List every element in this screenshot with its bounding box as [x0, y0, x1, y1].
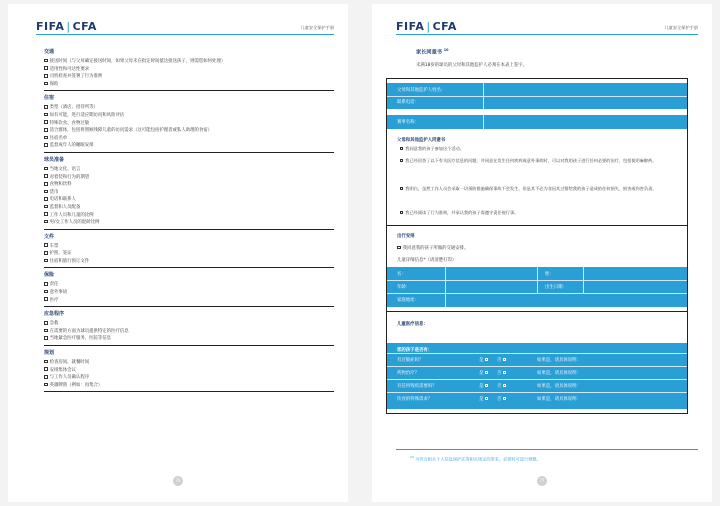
checkbox[interactable]	[44, 383, 48, 387]
section-title: 规划	[44, 350, 55, 357]
checklist-section	[44, 233, 334, 269]
checkbox[interactable]	[44, 167, 48, 171]
checklist-item: 监督和人员配备	[44, 204, 334, 212]
checklist-item: 检查房间、就餐时间	[44, 359, 334, 367]
yes-option[interactable]: 是	[479, 370, 490, 376]
checklist-section	[44, 48, 334, 91]
yes-option[interactable]: 是	[479, 396, 490, 402]
checklist-section	[44, 310, 334, 346]
has-title: 您的孩子是否有：	[397, 348, 433, 353]
checkbox[interactable]	[44, 375, 48, 379]
travel-item: 我同意我的孩子所做的交通安排。	[397, 245, 468, 251]
checkbox[interactable]	[44, 205, 48, 209]
consent-item: 我同意我的孩子参加这个活动。	[397, 145, 679, 153]
checklist-item: 如有可能，进行适应期访问和风险评估	[44, 112, 334, 120]
checkbox[interactable]	[44, 321, 48, 325]
checkbox[interactable]	[44, 360, 48, 364]
yes-option[interactable]: 是	[479, 383, 490, 389]
checkbox[interactable]	[485, 371, 489, 375]
checkbox[interactable]	[44, 243, 48, 247]
consent-form	[386, 78, 688, 414]
no-option[interactable]: 否	[497, 370, 508, 376]
fifa-cfa-logo: FIFA | CFA	[396, 20, 457, 33]
checkbox[interactable]	[44, 105, 48, 109]
checklist-item: 接送时间（与父母确定接送时间，如果父母未在指定时间抵达接送孩子，则需您如何处理）	[44, 58, 334, 66]
checklist-item: 司机检查并签署了行为准则	[44, 73, 334, 81]
medical-detail-label: 如果是，请具体说明：	[537, 358, 581, 363]
no-option[interactable]: 否	[497, 383, 508, 389]
checkbox[interactable]	[44, 128, 48, 132]
section-title: 交通	[44, 49, 55, 55]
checklist-item: 类型（酒店、招待所等）	[44, 104, 334, 112]
checkbox[interactable]	[503, 371, 507, 375]
checklist-item: 电话和联系人	[44, 196, 334, 204]
footnote: $^{10}$ 为符合相关个人信息保护法等相关规定的要求，必要时可进行调整。	[410, 455, 541, 462]
checkbox[interactable]	[485, 384, 489, 388]
checklist-item: 保险	[44, 81, 334, 89]
checkbox[interactable]	[44, 282, 48, 286]
checklist-item: 英雄牌照（例如：再集合）	[44, 382, 334, 390]
checklist-item: 适合群体，包括将照顾残障儿童的访问需求（这可能包括护理者或私人助理的食宿）	[44, 127, 334, 135]
checkbox[interactable]	[44, 251, 48, 255]
checklist-item: 急救	[44, 320, 334, 328]
section-title: 保险	[44, 272, 55, 279]
checklist-item: 住宿名单	[44, 135, 334, 143]
checkbox[interactable]	[44, 182, 48, 186]
checklist-item: 与工作人员确认程序	[44, 374, 334, 382]
section-title: 应急程序	[44, 311, 65, 318]
checkbox[interactable]	[400, 211, 404, 215]
left-page	[8, 4, 348, 502]
checkbox[interactable]	[44, 220, 48, 224]
checkbox[interactable]	[44, 136, 48, 140]
checkbox[interactable]	[44, 74, 48, 78]
checklist-item: 在需要的方面为球员提供特定的医疗信息	[44, 328, 334, 336]
section-title: 文件	[44, 233, 55, 240]
checklist-item: 监督成年人的睡眠安排	[44, 142, 334, 150]
checkbox[interactable]	[44, 197, 48, 201]
checkbox[interactable]	[44, 212, 48, 216]
checkbox[interactable]	[503, 384, 507, 388]
checkbox[interactable]	[44, 82, 48, 86]
checkbox[interactable]	[44, 66, 48, 70]
medical-detail-label: 如果是，请具体说明：	[537, 371, 581, 376]
header-rule	[396, 34, 698, 35]
medical-question: 饮食的特殊需求？	[397, 397, 433, 402]
document-title: 儿童安全保护手册	[300, 25, 334, 30]
dob-label: 出生日期：	[545, 285, 567, 290]
consent-title: 父母和其他监护人同意书	[397, 138, 446, 143]
no-option[interactable]: 否	[497, 357, 508, 363]
medical-detail-label: 如果是，请具体说明：	[537, 397, 581, 402]
form-title: 家长同意书 $^{10}$	[416, 48, 449, 56]
checklist-item: 男/女工作人员的混龄比例	[44, 219, 334, 227]
document-title: 儿童安全保护手册	[664, 25, 698, 30]
checklist-item: 安排集体会议	[44, 367, 334, 375]
checklist-item: 对着装和行为的期望	[44, 174, 334, 182]
checkbox[interactable]	[44, 336, 48, 340]
checkbox[interactable]	[44, 113, 48, 117]
checkbox[interactable]	[44, 329, 48, 333]
page-number: 77	[537, 476, 547, 486]
no-option[interactable]: 否	[497, 396, 508, 402]
checklist-item: 当地紧急医疗服务、医院等信息	[44, 335, 334, 343]
checklist-section	[44, 349, 334, 392]
checkbox[interactable]	[400, 159, 404, 163]
right-page	[372, 4, 712, 502]
age-label: 年龄：	[397, 285, 411, 290]
checkbox[interactable]	[400, 147, 404, 151]
checkbox[interactable]	[400, 187, 404, 191]
child-details-label: 儿童详细信息*（请清楚打印）	[397, 258, 457, 263]
yes-option[interactable]: 是	[479, 357, 490, 363]
checkbox[interactable]	[397, 246, 401, 250]
address-label: 家庭地址：	[397, 298, 419, 303]
medical-title: 儿童医疗信息：	[397, 322, 428, 327]
checklist-item: 当地文化、语言	[44, 166, 334, 174]
team-band	[387, 115, 687, 129]
consent-item: 我明白，虽然工作人员会采取一切预防措施确保事故不会发生，但是其不必为非因其过错给我的孩子造成的任何损失、损害或伤害负责。	[397, 185, 679, 193]
checklist-item: 食物和饮料	[44, 181, 334, 189]
guardian-name-label: 父母和其他监护人姓名：	[397, 88, 446, 93]
checklist-item: 工作人员和儿童的比例	[44, 212, 334, 220]
checkbox[interactable]	[485, 397, 489, 401]
footnote-rule	[396, 449, 698, 450]
checklist-item: 医疗	[44, 297, 334, 305]
header-rule	[36, 34, 334, 35]
checklist-item: 车票	[44, 243, 334, 251]
page-number: 76	[173, 476, 183, 486]
checkbox[interactable]	[44, 120, 48, 124]
checklist-item: 适用性和可达性要求	[44, 66, 334, 74]
checkbox[interactable]	[44, 290, 48, 294]
checklist	[44, 48, 334, 395]
name-label: 名：	[397, 272, 406, 277]
checkbox[interactable]	[44, 259, 48, 263]
phone-label: 联系电话：	[397, 100, 419, 105]
checkbox[interactable]	[503, 358, 507, 362]
checklist-item: 责任	[44, 281, 334, 289]
checklist-item: 意外事故	[44, 289, 334, 297]
checkbox[interactable]	[44, 174, 48, 178]
checkbox[interactable]	[44, 367, 48, 371]
section-title: 球员准备	[44, 156, 65, 163]
medical-detail-label: 如果是，请具体说明：	[537, 384, 581, 389]
checklist-item: 特殊饮食、食物过敏	[44, 120, 334, 128]
medical-question: 药物治疗？	[397, 371, 419, 376]
checkbox[interactable]	[44, 297, 48, 301]
medical-question: 有任何残疾需要吗？	[397, 384, 437, 389]
team-label: 赛事名称：	[397, 120, 419, 125]
form-subtitle: 未满18岁的球员的父母和其他监护人必须在本表上签字。	[416, 63, 527, 68]
section-title: 住宿	[44, 95, 55, 102]
checkbox[interactable]	[44, 190, 48, 194]
checkbox[interactable]	[485, 358, 489, 362]
travel-title: 出行安排	[397, 234, 415, 239]
checkbox[interactable]	[44, 143, 48, 147]
checkbox[interactable]	[44, 59, 48, 63]
checklist-item: 货币	[44, 189, 334, 197]
checklist-section	[44, 271, 334, 307]
consent-item: 我已经阅读了行为准则，并承认我的孩子需遵守责任规行事。	[397, 209, 679, 217]
surname-label: 姓：	[545, 272, 554, 277]
checklist-item: 住宿和旅行预订文件	[44, 258, 334, 266]
checklist-section	[44, 156, 334, 230]
medical-question: 有过敏症吗？	[397, 358, 424, 363]
consent-item: 我已经回答了以下有关医疗信息的问题，并同意在发生任何疾病或意外事故时，可以对我的孩子进行任何必要的治疗，包括使用麻醉药。	[397, 157, 679, 165]
checklist-item: 护照、签证	[44, 250, 334, 258]
checkbox[interactable]	[503, 397, 507, 401]
fifa-cfa-logo: FIFA | CFA	[36, 20, 97, 33]
checklist-section	[44, 94, 334, 153]
